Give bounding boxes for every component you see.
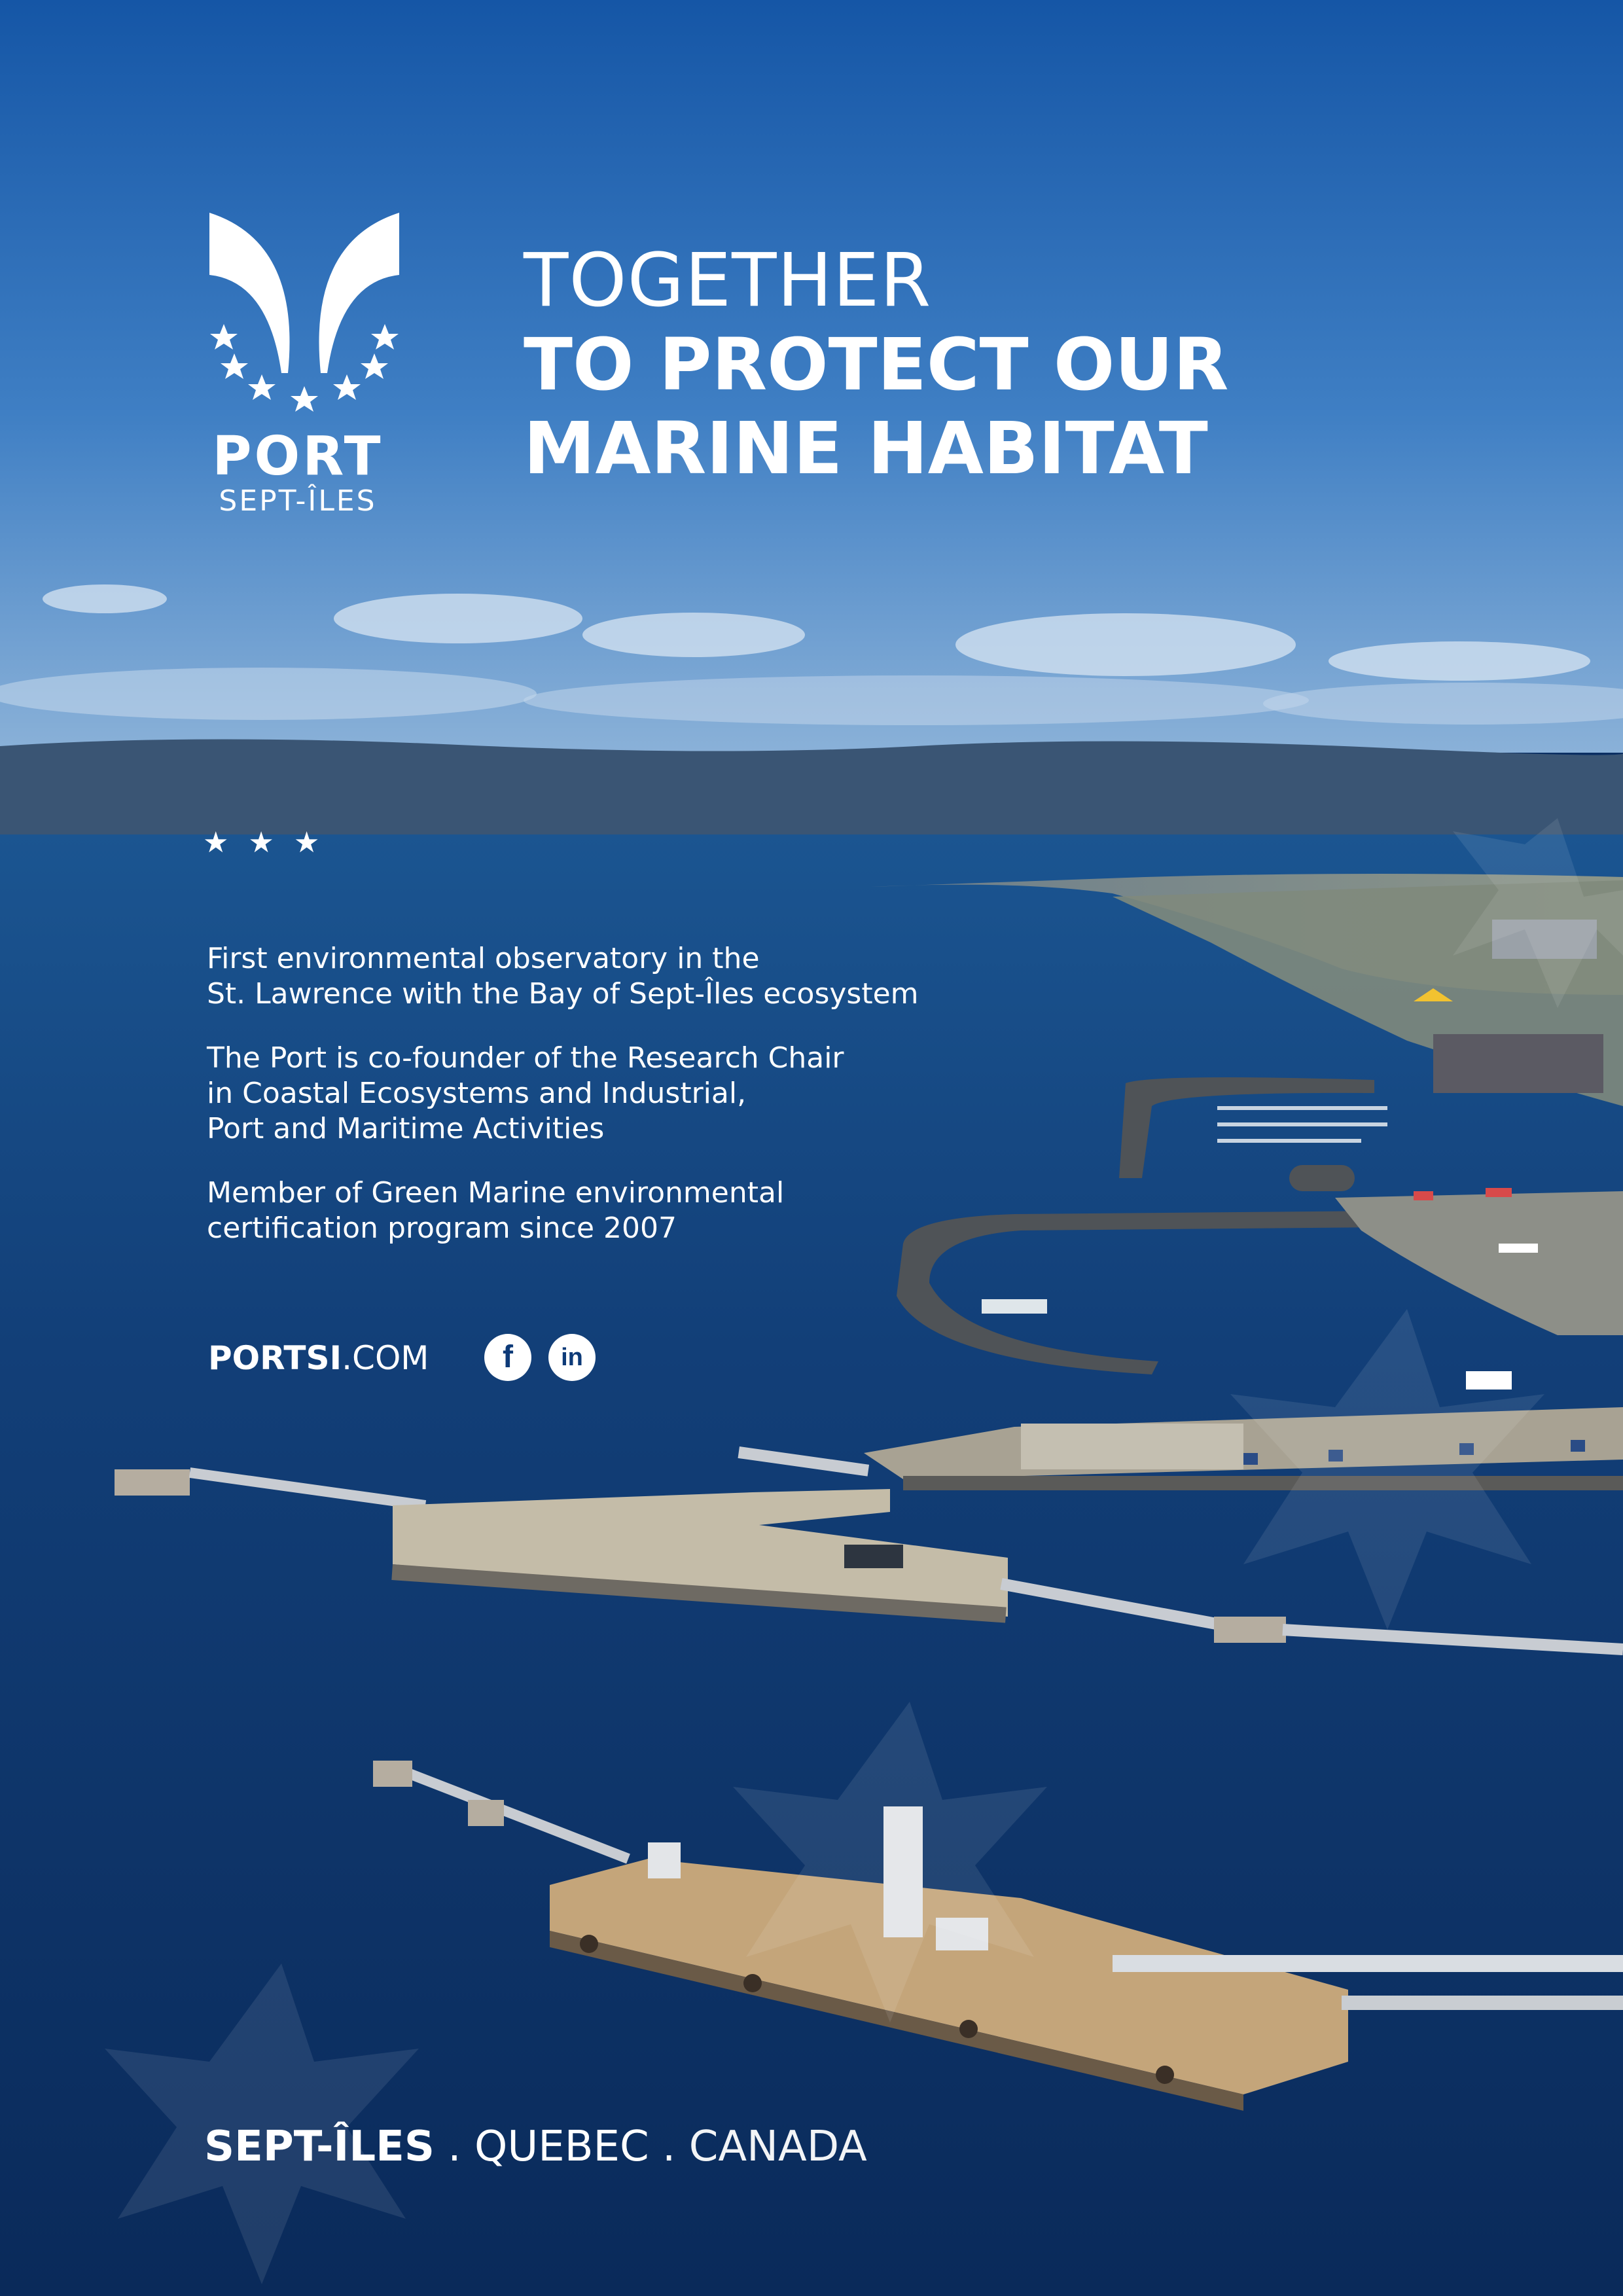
fact-line: First environmental observatory in the <box>207 942 760 975</box>
headline-line-2: TO PROTECT OUR <box>524 323 1229 406</box>
fact-line: The Port is co-founder of the Research Chair <box>207 1041 844 1075</box>
location-separator: . <box>649 2123 689 2171</box>
headline-line-3: MARINE HABITAT <box>524 406 1208 490</box>
fact-line: in Coastal Ecosystems and Industrial, <box>207 1077 747 1110</box>
fact-research-chair <box>207 1041 1025 1147</box>
location-country: CANADA <box>688 2123 867 2171</box>
fact-observatory <box>207 941 1025 1012</box>
facebook-icon[interactable]: f <box>484 1334 531 1381</box>
location-city: SEPT-ÎLES <box>204 2123 435 2171</box>
wing-left-shape <box>209 213 290 373</box>
fact-line: Port and Maritime Activities <box>207 1112 605 1145</box>
logo-stars <box>210 324 399 412</box>
hills <box>0 739 1623 838</box>
logo-word: PORT <box>212 425 383 488</box>
headline-line-1: TOGETHER <box>524 238 932 323</box>
linkedin-icon[interactable]: in <box>548 1334 596 1381</box>
location-line <box>204 2117 867 2176</box>
location-province: QUEBEC <box>474 2123 649 2171</box>
logo-subword: SEPT-ÎLES <box>219 484 377 518</box>
wing-right-shape <box>319 213 400 373</box>
fact-green-marine <box>207 1175 1025 1246</box>
fact-line: St. Lawrence with the Bay of Sept-Îles ecosystem <box>207 977 919 1011</box>
location-separator: . <box>434 2123 474 2171</box>
fact-line: Member of Green Marine environmental <box>207 1176 785 1210</box>
headline <box>524 239 1228 490</box>
website-domain-bold: PORTSI <box>208 1339 342 1377</box>
facts-list <box>207 941 1025 1275</box>
fact-line: certification program since 2007 <box>207 1211 677 1245</box>
star-divider-icon: ★ ★ ★ <box>203 826 325 859</box>
website-domain-suffix: .COM <box>342 1339 429 1377</box>
logo-wordmark <box>196 425 399 518</box>
website-link[interactable] <box>208 1335 429 1381</box>
